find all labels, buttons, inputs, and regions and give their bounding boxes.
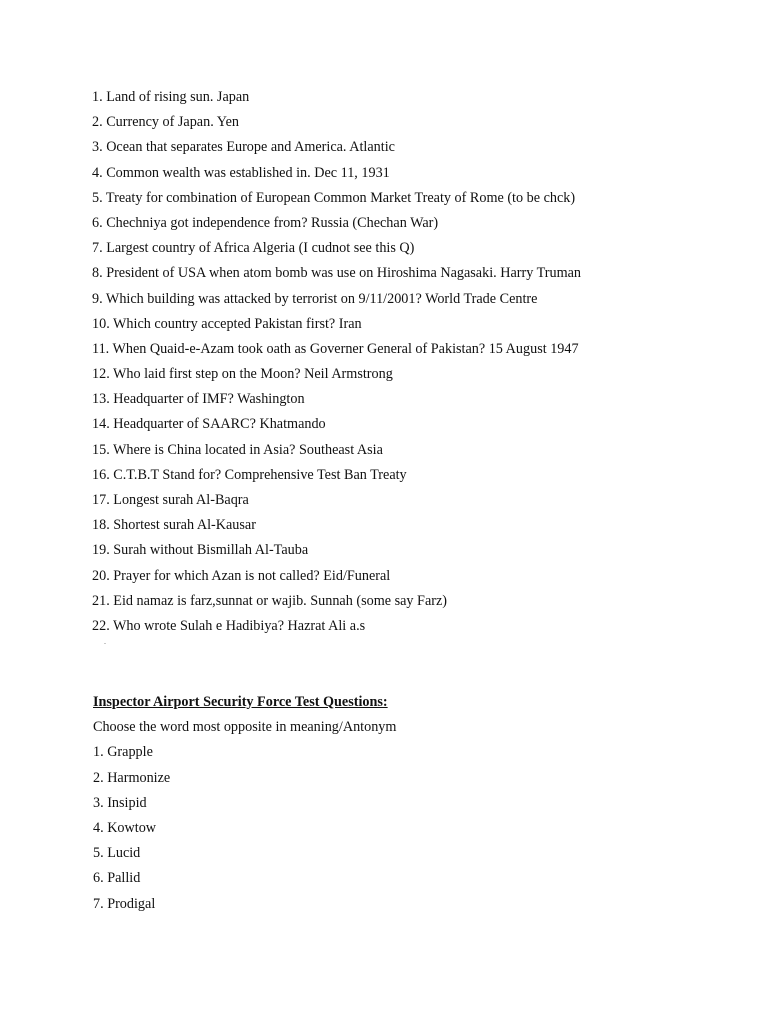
list-item: 6. Pallid <box>93 870 141 887</box>
list-item: 20. Prayer for which Azan is not called? Eid/Funeral <box>92 567 391 584</box>
section-instructions: Choose the word most opposite in meaning/Antonym <box>93 719 397 736</box>
list-item: 11. When Quaid-e-Azam took oath as Governer General of Pakistan? 15 August 1947 <box>92 340 579 357</box>
list-item: 5. Treaty for combination of European Common Market Treaty of Rome (to be chck) <box>92 189 576 206</box>
list-item: 6. Chechniya got independence from? Russia (Chechan War) <box>92 214 439 231</box>
list-item: 1. Grapple <box>93 744 153 761</box>
list-item: 1. Land of rising sun. Japan <box>92 89 250 105</box>
list-item: 8. President of USA when atom bomb was use on Hiroshima Nagasaki. Harry Truman <box>92 265 582 282</box>
list-item: 13. Headquarter of IMF? Washington <box>92 391 305 408</box>
antonym-list <box>93 740 396 916</box>
list-item: 4. Common wealth was established in. Dec 11, 1931 <box>92 164 390 181</box>
list-item: 2. Currency of Japan. Yen <box>92 114 239 131</box>
list-item: 16. C.T.B.T Stand for? Comprehensive Test Ban Treaty <box>92 466 407 483</box>
list-item: 21. Eid namaz is farz,sunnat or wajib. Sunnah (some say Farz) <box>92 592 447 609</box>
list-item: 18. Shortest surah Al-Kausar <box>92 517 256 534</box>
list-item: 9. Which building was attacked by terrorist on 9/11/2001? World Trade Centre <box>92 290 538 307</box>
list-item: 3. Ocean that separates Europe and America. Atlantic <box>92 139 395 156</box>
list-item: 7. Prodigal <box>93 895 156 912</box>
list-item: 17. Longest surah Al-Baqra <box>92 492 249 508</box>
stray-mark <box>104 643 106 644</box>
list-item: 22. Who wrote Sulah e Hadibiya? Hazrat Ali a.s <box>92 617 366 634</box>
list-item: 5. Lucid <box>93 845 141 862</box>
list-item: 3. Insipid <box>93 794 147 811</box>
list-item: 15. Where is China located in Asia? Southeast Asia <box>92 441 383 458</box>
list-item: 10. Which country accepted Pakistan first? Iran <box>92 315 362 332</box>
list-item: 19. Surah without Bismillah Al-Tauba <box>92 542 309 559</box>
section-heading: Inspector Airport Security Force Test Questions: <box>93 694 388 710</box>
list-item: 4. Kowtow <box>93 819 157 836</box>
general-knowledge-list <box>92 85 581 639</box>
antonym-section <box>93 690 396 917</box>
list-item: 12. Who laid first step on the Moon? Neil Armstrong <box>92 366 393 383</box>
list-item: 2. Harmonize <box>93 769 171 786</box>
list-item: 7. Largest country of Africa Algeria (I cudnot see this Q) <box>92 240 415 257</box>
list-item: 14. Headquarter of SAARC? Khatmando <box>92 416 326 433</box>
